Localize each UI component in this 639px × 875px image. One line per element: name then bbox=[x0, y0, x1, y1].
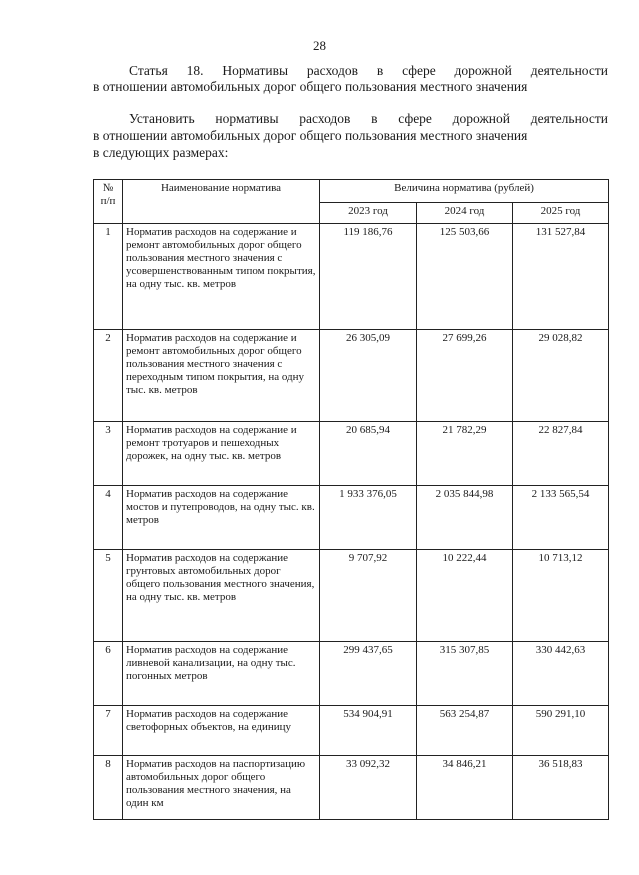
row-num: 8 bbox=[94, 756, 123, 820]
row-value-2023: 299 437,65 bbox=[320, 642, 417, 706]
row-num: 7 bbox=[94, 706, 123, 756]
row-value-2025: 36 518,83 bbox=[513, 756, 609, 820]
row-value-2024: 563 254,87 bbox=[417, 706, 513, 756]
row-num: 6 bbox=[94, 642, 123, 706]
row-value-2025: 10 713,12 bbox=[513, 550, 609, 642]
row-value-2023: 534 904,91 bbox=[320, 706, 417, 756]
row-num: 2 bbox=[94, 330, 123, 422]
table-row bbox=[94, 330, 609, 422]
row-num: 1 bbox=[94, 224, 123, 330]
row-value-2023: 33 092,32 bbox=[320, 756, 417, 820]
article-heading bbox=[93, 63, 608, 95]
row-num: 4 bbox=[94, 486, 123, 550]
article-heading-line-1: Статья 18. Нормативы расходов в сфере дорожной деятельности bbox=[129, 63, 608, 78]
header-num: № п/п bbox=[94, 180, 123, 224]
intro-line-3: в следующих размерах: bbox=[93, 145, 229, 160]
row-num: 3 bbox=[94, 422, 123, 486]
row-name: Норматив расходов на содержание и ремонт автомобильных дорог общего пользования местного значения с усовершенствованным типом покрытия, на одну тыс. кв. метров bbox=[123, 224, 320, 330]
row-name: Норматив расходов на содержание и ремонт тротуаров и пешеходных дорожек, на одну тыс. кв. метров bbox=[123, 422, 320, 486]
intro-paragraph bbox=[93, 110, 608, 161]
table-row bbox=[94, 550, 609, 642]
header-year-2024: 2024 год bbox=[417, 203, 513, 224]
table-row bbox=[94, 642, 609, 706]
row-value-2024: 125 503,66 bbox=[417, 224, 513, 330]
row-value-2025: 330 442,63 bbox=[513, 642, 609, 706]
table-row bbox=[94, 706, 609, 756]
row-value-2023: 26 305,09 bbox=[320, 330, 417, 422]
row-value-2024: 27 699,26 bbox=[417, 330, 513, 422]
row-value-2024: 10 222,44 bbox=[417, 550, 513, 642]
row-value-2024: 34 846,21 bbox=[417, 756, 513, 820]
table-row bbox=[94, 224, 609, 330]
intro-line-1: Установить нормативы расходов в сфере дорожной деятельности bbox=[129, 111, 608, 126]
row-value-2024: 315 307,85 bbox=[417, 642, 513, 706]
row-num: 5 bbox=[94, 550, 123, 642]
article-heading-line-2: в отношении автомобильных дорог общего пользования местного значения bbox=[93, 79, 528, 94]
header-value-group: Величина норматива (рублей) bbox=[320, 180, 609, 203]
table-row bbox=[94, 422, 609, 486]
row-value-2025: 590 291,10 bbox=[513, 706, 609, 756]
intro-line-2: в отношении автомобильных дорог общего пользования местного значения bbox=[93, 128, 528, 143]
page-number: 28 bbox=[313, 38, 326, 53]
row-value-2025: 2 133 565,54 bbox=[513, 486, 609, 550]
row-name: Норматив расходов на содержание мостов и путепроводов, на одну тыс. кв. метров bbox=[123, 486, 320, 550]
row-value-2023: 9 707,92 bbox=[320, 550, 417, 642]
header-year-2023: 2023 год bbox=[320, 203, 417, 224]
header-year-2025: 2025 год bbox=[513, 203, 609, 224]
row-value-2024: 21 782,29 bbox=[417, 422, 513, 486]
row-value-2025: 29 028,82 bbox=[513, 330, 609, 422]
row-value-2025: 22 827,84 bbox=[513, 422, 609, 486]
row-name: Норматив расходов на содержание светофорных объектов, на единицу bbox=[123, 706, 320, 756]
row-value-2024: 2 035 844,98 bbox=[417, 486, 513, 550]
table-row bbox=[94, 486, 609, 550]
row-name: Норматив расходов на содержание грунтовых автомобильных дорог общего пользования местного значения, на одну тыс. кв. метров bbox=[123, 550, 320, 642]
row-value-2023: 119 186,76 bbox=[320, 224, 417, 330]
table-row bbox=[94, 756, 609, 820]
norms-table bbox=[93, 179, 609, 820]
header-name: Наименование норматива bbox=[123, 180, 320, 224]
row-name: Норматив расходов на содержание и ремонт автомобильных дорог общего пользования местного значения с переходным типом покрытия, на одну тыс. кв. метров bbox=[123, 330, 320, 422]
row-name: Норматив расходов на содержание ливневой канализации, на одну тыс. погонных метров bbox=[123, 642, 320, 706]
row-value-2025: 131 527,84 bbox=[513, 224, 609, 330]
row-value-2023: 20 685,94 bbox=[320, 422, 417, 486]
row-name: Норматив расходов на паспортизацию автомобильных дорог общего пользования местного значения, на один км bbox=[123, 756, 320, 820]
row-value-2023: 1 933 376,05 bbox=[320, 486, 417, 550]
